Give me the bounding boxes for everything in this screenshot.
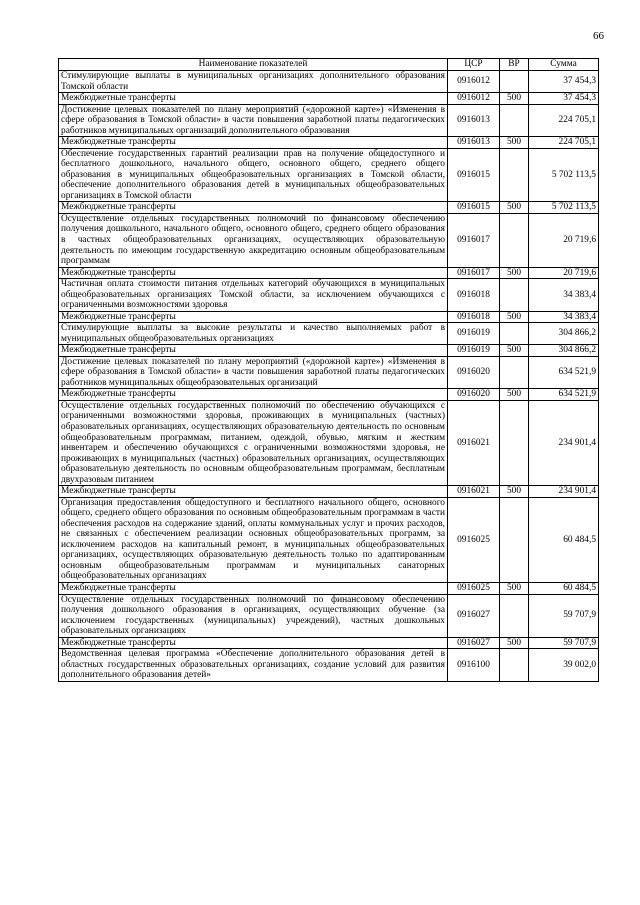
cell-name: Стимулирующие выплаты за высокие результаты и качество выполняемых работ в муниципальных общеобразовательных организациях <box>59 323 448 345</box>
cell-vr: 500 <box>500 345 529 357</box>
cell-vr <box>500 497 529 582</box>
table-row <box>59 93 599 105</box>
cell-sum: 20 719,6 <box>529 213 599 267</box>
cell-name: Межбюджетные трансферты <box>59 345 448 357</box>
table-row <box>59 594 599 637</box>
cell-vr: 500 <box>500 582 529 594</box>
cell-name: Организация предоставления общедоступного и бесплатного начального общего, основного общего, среднего общего образования по основным общеобразовательным программам в части обеспечения расходов на содержание зданий, оплаты коммунальных услуг и прочих расходов, не связанных с обеспечением реализации основных общеобразовательных программ, за исключением расходов на капитальный ремонт, в муниципальных общеобразовательных организациях, осуществляющих образовательную деятельность только по адаптированным основным общеобразовательным программам и муниципальных санаторных общеобразовательных организациях <box>59 497 448 582</box>
table-row <box>59 267 599 279</box>
cell-csr: 0916025 <box>448 582 500 594</box>
table-header-row <box>59 59 599 71</box>
cell-sum: 60 484,5 <box>529 582 599 594</box>
cell-sum: 59 707,9 <box>529 594 599 637</box>
table-row <box>59 637 599 649</box>
cell-vr <box>500 594 529 637</box>
table-row <box>59 323 599 345</box>
cell-name: Межбюджетные трансферты <box>59 311 448 323</box>
table-row <box>59 202 599 214</box>
cell-sum: 60 484,5 <box>529 497 599 582</box>
cell-name: Межбюджетные трансферты <box>59 202 448 214</box>
cell-sum: 5 702 113,5 <box>529 148 599 202</box>
cell-csr: 0916018 <box>448 279 500 312</box>
table-row <box>59 582 599 594</box>
table-row <box>59 148 599 202</box>
cell-name: Стимулирующие выплаты в муниципальных организациях дополнительного образования Томской области <box>59 71 448 93</box>
cell-vr <box>500 279 529 312</box>
cell-name: Осуществление отдельных государственных полномочий по обеспечению обучающихся с ограниченными возможностями здоровья, проживающих в муниципальных (частных) образовательных организациях, осуществляющих образовательную деятельность по основным общеобразовательным программам, питанием, одеждой, обувью, мягким и жестким инвентарем и обеспечению обучающихся с ограниченными возможностями здоровья, не проживающих в муниципальных (частных) образовательных организациях, осуществляющих образовательную деятельность по основным общеобразовательным программам, бесплатным двухразовым питанием <box>59 400 448 485</box>
cell-name: Межбюджетные трансферты <box>59 267 448 279</box>
table-row <box>59 71 599 93</box>
cell-csr: 0916015 <box>448 148 500 202</box>
table-row <box>59 649 599 682</box>
cell-csr: 0916017 <box>448 267 500 279</box>
cell-csr: 0916025 <box>448 497 500 582</box>
cell-sum: 234 901,4 <box>529 400 599 485</box>
cell-sum: 34 383,4 <box>529 311 599 323</box>
cell-csr: 0916019 <box>448 323 500 345</box>
cell-name: Межбюджетные трансферты <box>59 389 448 401</box>
cell-vr: 500 <box>500 637 529 649</box>
cell-sum: 634 521,9 <box>529 389 599 401</box>
cell-vr <box>500 104 529 137</box>
cell-sum: 304 866,2 <box>529 345 599 357</box>
table-row <box>59 279 599 312</box>
cell-csr: 0916027 <box>448 637 500 649</box>
header-vr: ВР <box>500 59 529 71</box>
cell-name: Достижение целевых показателей по плану мероприятий («дорожной карте») «Изменения в сфере образования в Томской области» в части повышения заработной платы педагогических работников муниципальных общеобразовательных организаций <box>59 356 448 389</box>
cell-vr <box>500 213 529 267</box>
cell-sum: 20 719,6 <box>529 267 599 279</box>
cell-csr: 0916019 <box>448 345 500 357</box>
cell-name: Межбюджетные трансферты <box>59 93 448 105</box>
cell-name: Межбюджетные трансферты <box>59 137 448 149</box>
cell-csr: 0916100 <box>448 649 500 682</box>
cell-csr: 0916021 <box>448 400 500 485</box>
table-row <box>59 104 599 137</box>
cell-csr: 0916020 <box>448 389 500 401</box>
cell-sum: 37 454,3 <box>529 93 599 105</box>
cell-vr <box>500 356 529 389</box>
cell-vr: 500 <box>500 389 529 401</box>
page-number: 66 <box>593 30 604 42</box>
cell-name: Осуществление отдельных государственных полномочий по финансовому обеспечению получения дошкольного, начального общего, основного общего, среднего общего образования в частных общеобразовательных организациях, осуществляющих образовательную деятельность по имеющим государственную аккредитацию основным общеобразовательным программам <box>59 213 448 267</box>
cell-name: Межбюджетные трансферты <box>59 637 448 649</box>
cell-sum: 37 454,3 <box>529 71 599 93</box>
cell-name: Межбюджетные трансферты <box>59 486 448 498</box>
cell-csr: 0916013 <box>448 104 500 137</box>
cell-sum: 34 383,4 <box>529 279 599 312</box>
table-row <box>59 400 599 485</box>
cell-sum: 634 521,9 <box>529 356 599 389</box>
cell-sum: 304 866,2 <box>529 323 599 345</box>
cell-csr: 0916015 <box>448 202 500 214</box>
cell-vr: 500 <box>500 486 529 498</box>
header-sum: Сумма <box>529 59 599 71</box>
cell-name: Межбюджетные трансферты <box>59 582 448 594</box>
cell-csr: 0916017 <box>448 213 500 267</box>
table-body <box>59 71 599 682</box>
cell-vr: 500 <box>500 311 529 323</box>
table-row <box>59 213 599 267</box>
cell-sum: 234 901,4 <box>529 486 599 498</box>
cell-sum: 224 705,1 <box>529 104 599 137</box>
cell-name: Ведомственная целевая программа «Обеспечение дополнительного образования детей в областных государственных образовательных организациях, создание условий для развития дополнительного образования детей» <box>59 649 448 682</box>
table-row <box>59 486 599 498</box>
cell-csr: 0916020 <box>448 356 500 389</box>
cell-vr <box>500 400 529 485</box>
table-row <box>59 311 599 323</box>
cell-vr <box>500 148 529 202</box>
table-row <box>59 389 599 401</box>
cell-sum: 224 705,1 <box>529 137 599 149</box>
cell-vr: 500 <box>500 137 529 149</box>
cell-csr: 0916012 <box>448 71 500 93</box>
cell-vr <box>500 649 529 682</box>
cell-vr <box>500 71 529 93</box>
cell-csr: 0916018 <box>448 311 500 323</box>
header-name: Наименование показателей <box>59 59 448 71</box>
cell-name: Частичная оплата стоимости питания отдельных категорий обучающихся в муниципальных общеобразовательных организациях Томской области, за исключением обучающихся с ограниченными возможностями здоровья <box>59 279 448 312</box>
cell-name: Обеспечение государственных гарантий реализации прав на получение общедоступного и бесплатного дошкольного, начального общего, основного общего, среднего общего образования в муниципальных общеобразовательных организациях в Томской области, обеспечение дополнительного образования детей в муниципальных общеобразовательных организациях в Томской области <box>59 148 448 202</box>
table-row <box>59 137 599 149</box>
budget-table <box>58 58 599 682</box>
cell-name: Осуществление отдельных государственных полномочий по финансовому обеспечению получения дошкольного образования в организациях, осуществляющих обучение (за исключением государственных (муниципальных) учреждений), частных дошкольных образовательных организациях <box>59 594 448 637</box>
cell-vr: 500 <box>500 93 529 105</box>
cell-csr: 0916027 <box>448 594 500 637</box>
cell-vr: 500 <box>500 202 529 214</box>
cell-name: Достижение целевых показателей по плану мероприятий («дорожной карте») «Изменения в сфере образования в Томской области» в части повышения заработной платы педагогических работников муниципальных организаций дополнительного образования <box>59 104 448 137</box>
table-row <box>59 497 599 582</box>
cell-csr: 0916012 <box>448 93 500 105</box>
cell-csr: 0916021 <box>448 486 500 498</box>
cell-sum: 59 707,9 <box>529 637 599 649</box>
cell-vr <box>500 323 529 345</box>
table-row <box>59 356 599 389</box>
cell-sum: 5 702 113,5 <box>529 202 599 214</box>
table-row <box>59 345 599 357</box>
cell-sum: 39 002,0 <box>529 649 599 682</box>
cell-vr: 500 <box>500 267 529 279</box>
cell-csr: 0916013 <box>448 137 500 149</box>
header-csr: ЦСР <box>448 59 500 71</box>
